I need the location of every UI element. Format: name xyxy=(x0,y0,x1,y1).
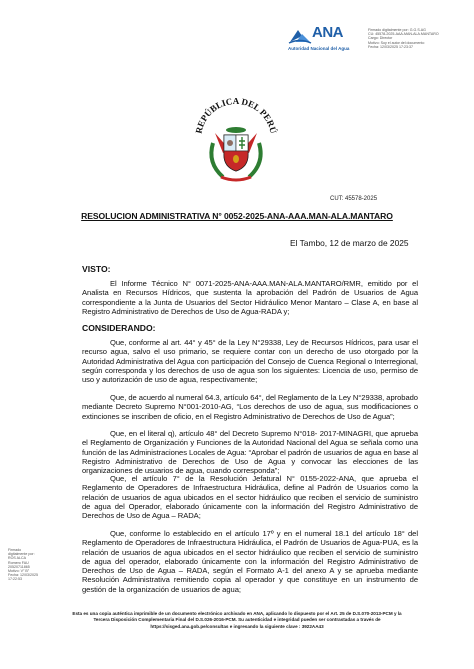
signature-line: Firmado xyxy=(8,548,22,552)
digital-signature-left xyxy=(8,548,58,582)
signature-line: CU: 45578-2025-AAA-MAN-ALA.MANTARO xyxy=(368,32,439,37)
resolution-title: RESOLUCION ADMINISTRATIVA N° 0052-2025-ANA-AAA.MAN-ALA.MANTARO xyxy=(81,211,393,221)
signature-line: Fecha: 12/03/2025 17:23:37 xyxy=(368,44,413,49)
signature-line: 20520711865 xyxy=(8,564,30,569)
considerando-paragraph-4: Que, el artículo 7° de la Resolución Jefatural N° 0155-2022-ANA, que aprueba el Reglamento de Operadores de Infraestructura Hidráulica, define al Padrón de Usuarios como la relación de usuarios de agua ubicados en el sector hidráulico que reciben el servicio de suministro de agua del Operador, elaborado únicamente con la información del Registro Administrativo de Derechos de Uso de Agua – RADA; xyxy=(82,474,418,521)
visto-heading: VISTO: xyxy=(82,264,111,274)
logo-subtitle: Autoridad Nacional del Agua xyxy=(288,46,350,51)
signature-line: Motivo: Soy el autor del documento xyxy=(368,40,425,45)
ana-logo-icon xyxy=(288,26,312,46)
document-date: El Tambo, 12 de marzo de 2025 xyxy=(290,238,409,248)
seal-arc-text: REPÚBLICA DEL PERÚ xyxy=(193,95,279,135)
considerando-paragraph-1: Que, conforme al art. 44° y 45° de la Ley N°29338, Ley de Recursos Hídricos, para usar el recurso agua, salvo el uso primario, se requiere contar con un derecho de uso otorgado por la Autoridad Administrativa del Agua con participación del Consejo de Cuenca Regional o Interregional, según corresponda y los derechos de uso de agua son los siguientes: Licencia de uso, permiso de uso y autorización de uso de agua, respectivamente; xyxy=(82,338,418,385)
considerando-heading: CONSIDERANDO: xyxy=(82,323,156,333)
signature-line: digitalmente por: xyxy=(8,552,35,557)
authenticity-footer: Esta es una copia auténtica imprimible de un documento electrónico archivado en ANA, aplicando lo dispuesto por el Art. 25 de D.S.070-2013-PCM y la Tercera Disposición Complementaria Final del D.S.026-2016-PCM. Su autenticidad e integridad pueden ser contrastadas a través de https://sisged.ana.gob.pe/consultas e ingresando la siguiente clave : 3922AA43 xyxy=(72,611,402,629)
signature-line: Romero FAU xyxy=(8,560,29,565)
signature-line: Cargo: Director xyxy=(368,36,393,41)
digital-signature-header xyxy=(368,28,450,49)
signature-line: Motivo: V° B° xyxy=(8,569,30,574)
signature-line: Firmado digitalmente por: G.G.S.AG xyxy=(368,28,426,32)
logo-name: ANA xyxy=(312,24,343,41)
cut-number: CUT: 45578-2025 xyxy=(330,196,378,202)
considerando-paragraph-2: Que, de acuerdo al numeral 64.3, artículo 64°, del Reglamento de la Ley N°29338, aprobado mediante Decreto Supremo N°001-2010-AG, “Los derechos de uso de agua, sus modificaciones o extinciones se inscriben de oficio, en el Registro Administrativo de Derechos de Uso de Agua”; xyxy=(82,393,418,421)
visto-paragraph: El Informe Técnico N° 0071-2025-ANA-AAA.MAN-ALA.MANTARO/RMR, emitido por el Analista en Recursos Hídricos, que sustenta la aprobación del Padrón de Usuarios de Agua correspondiente a la Junta de Usuarios del Sector Hidráulico Menor Mantaro – Clase A, en base al Registro Administrativo de Derechos de Uso de Agua-RADA y; xyxy=(82,279,418,316)
national-seal-icon xyxy=(183,83,289,189)
signature-line: 17:22:53 xyxy=(8,577,22,582)
signature-line: Fecha: 12/03/2025 xyxy=(8,573,38,578)
considerando-paragraph-3: Que, en el literal q), artículo 48° del Decreto Supremo N°018- 2017-MINAGRI, que aprueba el Reglamento de Organización y Funciones de la Autoridad Nacional del Agua se señala como una función de las Administraciones Locales de Agua: “Aprobar el padrón de usuarios de agua en base al Registro Administrativo de Derechos de Uso de Agua y convocar las elecciones de las organizaciones de usuarios de agua, cuando corresponda”; xyxy=(82,429,418,476)
considerando-paragraph-5: Que, conforme lo establecido en el artículo 17º y en el numeral 18.1 del artículo 18° del Reglamento de Operadores de Infraestructura Hidráulica, el Padrón de Usuarios de Agua-PUA, es la relación de usuarios de agua ubicados en el sector hidráulico que reciben el servicio de suministro de agua del operador, elaborado únicamente con la información del Registro Administrativo de Derechos de Uso de Agua – RADA, según el Formato A-1 del anexo A y se aprueba mediante Resolución Administrativa remitiendo copia al operador y que constituye en un instrumento de gestión de la organización de usuarios de agua; xyxy=(82,529,418,594)
signature-line: ROS ALCA xyxy=(8,556,26,561)
